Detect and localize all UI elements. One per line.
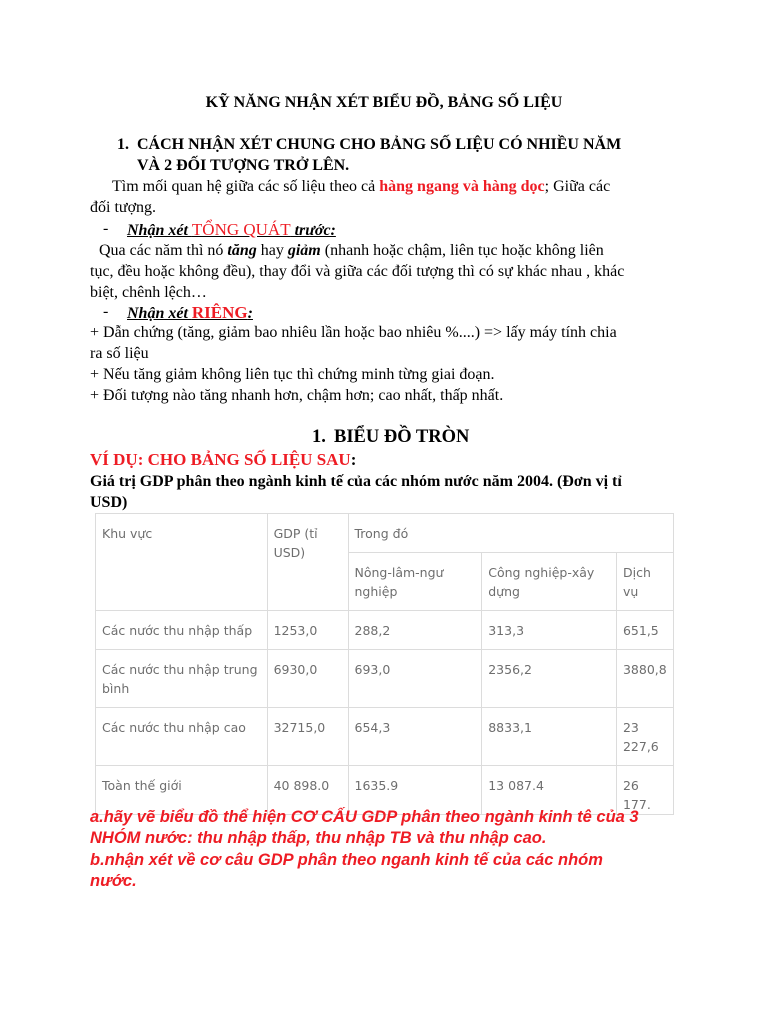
header-service: Dịch vụ xyxy=(616,553,673,611)
cell-gdp: 40 898.0 xyxy=(267,766,348,815)
document-title: KỸ NĂNG NHẬN XÉT BIỂU ĐỒ, BẢNG SỐ LIỆU xyxy=(205,94,563,111)
cell-service: 26 177. xyxy=(616,766,673,815)
general-red-label: TỔNG QUÁT xyxy=(191,220,291,239)
bullet-line: + Nếu tăng giảm không liên tục thì chứng minh từng giai đoạn. xyxy=(90,366,495,383)
general-body-t1: Qua các năm thì nó xyxy=(99,242,228,259)
cell-service: 3880,8 xyxy=(616,650,673,708)
cell-agri: 693,0 xyxy=(348,650,482,708)
header-agri: Nông-lâm-ngư nghiệp xyxy=(348,553,482,611)
gdp-table xyxy=(95,513,674,815)
general-body-line3: biệt, chênh lệch… xyxy=(90,284,207,301)
task-b-line2: nước. xyxy=(90,872,137,890)
section1-heading-line1: CÁCH NHẬN XÉT CHUNG CHO BẢNG SỐ LIỆU CÓ NHIỀU NĂM xyxy=(137,136,622,153)
intro-line2: đối tượng. xyxy=(90,199,157,216)
general-remark-heading xyxy=(127,220,336,240)
header-region: Khu vực xyxy=(96,514,268,611)
header-industry: Công nghiệp-xây dựng xyxy=(482,553,617,611)
intro-highlight: hàng ngang và hàng dọc xyxy=(379,178,545,195)
example-label xyxy=(90,450,356,470)
cell-region: Toàn thế giới xyxy=(96,766,268,815)
table-row xyxy=(96,611,674,650)
cell-gdp: 32715,0 xyxy=(267,708,348,766)
cell-service: 651,5 xyxy=(616,611,673,650)
cell-region: Các nước thu nhập cao xyxy=(96,708,268,766)
cell-industry: 8833,1 xyxy=(482,708,617,766)
general-body-w2: giảm xyxy=(287,242,321,259)
intro-text-part1: Tìm mối quan hệ giữa các số liệu theo cả xyxy=(112,178,380,195)
specific-suffix: : xyxy=(247,305,253,322)
cell-gdp: 1253,0 xyxy=(267,611,348,650)
task-b-line1: b.nhận xét về cơ câu GDP phân theo nganh kinh tế của các nhóm xyxy=(90,851,603,869)
specific-remark-heading xyxy=(127,303,253,323)
cell-agri: 1635.9 xyxy=(348,766,482,815)
specific-dash: - xyxy=(103,303,109,320)
table-caption-line1: Giá trị GDP phân theo ngành kinh tế của các nhóm nước năm 2004. (Đơn vị tỉ xyxy=(90,473,622,490)
table-header-row xyxy=(96,514,674,553)
cell-agri: 288,2 xyxy=(348,611,482,650)
cell-region: Các nước thu nhập thấp xyxy=(96,611,268,650)
cell-industry: 13 087.4 xyxy=(482,766,617,815)
table-row xyxy=(96,708,674,766)
section1-heading-line2: VÀ 2 ĐỐI TƯỢNG TRỞ LÊN. xyxy=(137,157,350,174)
general-body-line1 xyxy=(99,242,604,260)
general-body-t3: (nhanh hoặc chậm, liên tục hoặc không liên xyxy=(320,242,604,259)
bullet-line: + Dẫn chứng (tăng, giảm bao nhiêu lần hoặc bao nhiêu %....) => lấy máy tính chia xyxy=(90,324,617,341)
general-body-w1: tăng xyxy=(227,242,257,259)
section2-heading: BIỂU ĐỒ TRÒN xyxy=(334,427,470,447)
general-dash: - xyxy=(103,220,109,237)
specific-prefix: Nhận xét xyxy=(127,305,192,322)
bullet-line: + Đối tượng nào tăng nhanh hơn, chậm hơn; cao nhất, thấp nhất. xyxy=(90,387,504,404)
general-body-t2: hay xyxy=(256,242,288,259)
bullet-line: ra số liệu xyxy=(90,345,149,362)
cell-industry: 2356,2 xyxy=(482,650,617,708)
cell-service: 23 227,6 xyxy=(616,708,673,766)
cell-region: Các nước thu nhập trung bình xyxy=(96,650,268,708)
task-a-line2: NHÓM nước: thu nhập thấp, thu nhập TB và thu nhập cao. xyxy=(90,829,547,847)
cell-industry: 313,3 xyxy=(482,611,617,650)
cell-gdp: 6930,0 xyxy=(267,650,348,708)
general-body-line2: tục, đều hoặc không đều), thay đổi và giữa các đối tượng thì có sự khác nhau , khác xyxy=(90,263,625,280)
header-of-which: Trong đó xyxy=(348,514,674,553)
general-prefix: Nhận xét xyxy=(127,222,192,239)
example-label-colon: : xyxy=(350,450,357,469)
example-label-text: VÍ DỤ: CHO BẢNG SỐ LIỆU SAU xyxy=(90,450,351,469)
task-a-line1: a.hãy vẽ biểu đồ thể hiện CƠ CẤU GDP phân theo ngành kinh tê của 3 xyxy=(90,808,639,826)
intro-line1 xyxy=(112,178,610,196)
general-suffix: trước: xyxy=(290,222,336,239)
section2-number: 1. xyxy=(312,427,326,447)
header-gdp: GDP (tỉ USD) xyxy=(267,514,348,611)
table-caption-line2: USD) xyxy=(90,494,128,511)
section1-number: 1. xyxy=(117,136,129,153)
specific-red-label: RIÊNG xyxy=(191,303,248,322)
cell-agri: 654,3 xyxy=(348,708,482,766)
table-row xyxy=(96,650,674,708)
intro-text-part2: ; Giữa các xyxy=(544,178,611,195)
